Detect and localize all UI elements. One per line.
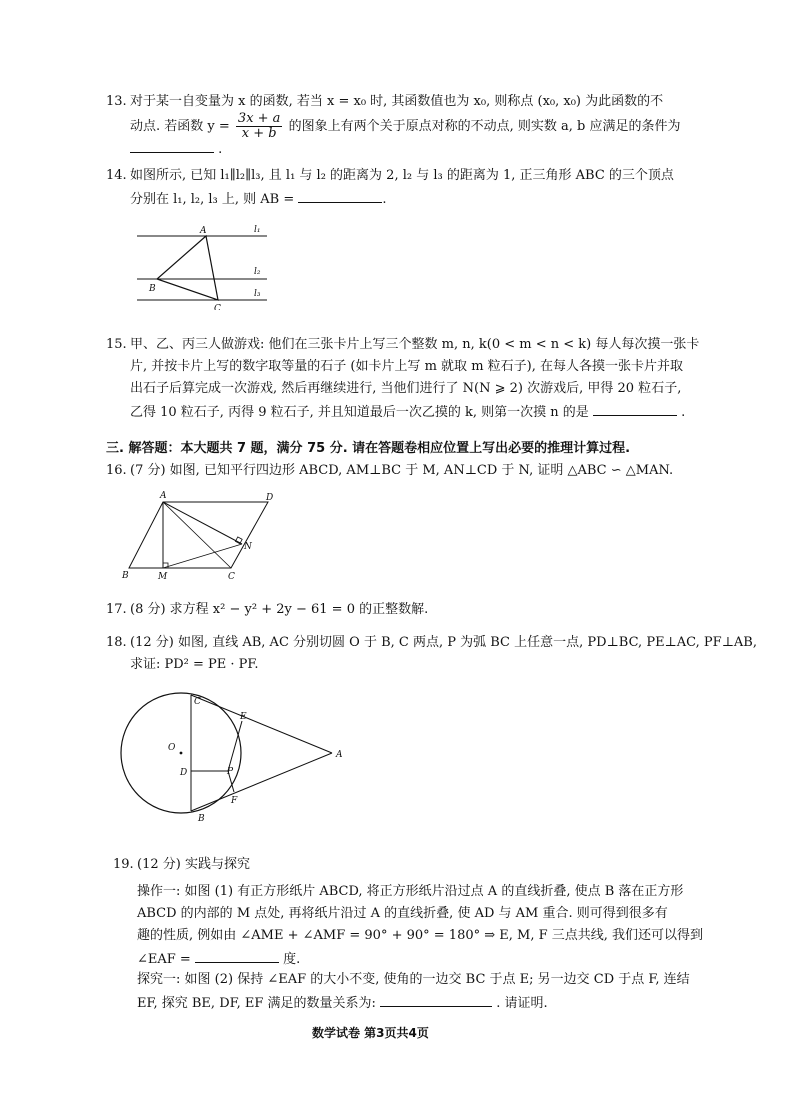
- q16-figure: [118, 488, 283, 584]
- q14-triangle-abc: [157, 236, 218, 300]
- q15-line4-pre: 乙得 10 粒石子, 丙得 9 粒石子, 并且知道最后一次乙摸的 k, 则第一次摸 n 的是: [130, 405, 589, 420]
- q14-line1: 如图所示, 已知 l₁∥l₂∥l₃, 且 l₁ 与 l₂ 的距离为 2, l₂ 与 l₃ 的距离为 1, 正三角形 ABC 的三个顶点: [130, 168, 674, 183]
- q18-line2: 求证: PD² = PE · PF.: [130, 657, 259, 672]
- q18-tangent-ac: [191, 695, 332, 753]
- q18-center-dot: [180, 752, 183, 755]
- q18-label-c: C: [194, 697, 201, 707]
- q18-tangent-ab: [191, 753, 332, 811]
- q18-number: 18.: [106, 635, 127, 650]
- q19-line1: 操作一: 如图 (1) 有正方形纸片 ABCD, 将正方形纸片沿过点 A 的直线折叠, 使点 B 落在正方形: [137, 884, 684, 899]
- q19-line4: [137, 950, 300, 968]
- q15-number: 15.: [106, 337, 127, 352]
- q13-line2-pre: 动点. 若函数 y =: [130, 119, 230, 134]
- q17-number: 17.: [106, 602, 127, 617]
- q16-parallelogram-abcd: [129, 502, 268, 568]
- page-footer: 数学试卷 第3页共4页: [312, 1026, 429, 1040]
- q13-number: 13.: [106, 94, 127, 109]
- q14-line2-pre: 分别在 l₁, l₂, l₃ 上, 则 AB =: [130, 192, 295, 207]
- q18-label-b: B: [198, 814, 205, 824]
- q18-label-e: E: [240, 712, 247, 722]
- q16-label-c: C: [228, 572, 235, 582]
- q15-line2: 片, 并按卡片上写的数字取等量的石子 (如卡片上写 m 就取 m 粒石子), 在每人各摸一张卡片并取: [130, 359, 683, 374]
- q14-number: 14.: [106, 168, 127, 183]
- q16-label-n: N: [244, 542, 252, 552]
- q16-label-a: A: [160, 491, 167, 501]
- q13-line1: 对于某一自变量为 x 的函数, 若当 x = x₀ 时, 其函数值也为 x₀, 则称点 (x₀, x₀) 为此函数的不: [130, 94, 664, 109]
- q15-line4: [130, 403, 685, 421]
- q16-label-d: D: [266, 493, 274, 503]
- q14-label-l1: l₁: [254, 225, 261, 235]
- q18-label-d: D: [180, 768, 188, 778]
- q19-line4-post: 度.: [283, 952, 301, 967]
- q18-label-p: P: [227, 767, 234, 777]
- q17-text: (8 分) 求方程 x² − y² + 2y − 61 = 0 的正整数解.: [130, 602, 429, 617]
- q13-line2: [130, 112, 680, 141]
- q14-label-l2: l₂: [254, 267, 261, 277]
- q13-line3-post: .: [218, 142, 223, 157]
- q16-segment-mn: [163, 544, 242, 568]
- q14-label-l3: l₃: [254, 289, 261, 299]
- q18-label-o: O: [168, 743, 176, 753]
- q15-answer-blank[interactable]: [593, 403, 677, 416]
- q19-line6-pre: EF, 探究 BE, DF, EF 满足的数量关系为:: [137, 996, 376, 1011]
- q16-label-m: M: [158, 572, 168, 582]
- q15-line4-post: .: [681, 405, 686, 420]
- q19-line2: ABCD 的内部的 M 点处, 再将纸片沿过 A 的直线折叠, 使 AD 与 AM 重合. 则可得到很多有: [137, 906, 668, 921]
- q13-fraction-denominator: x + b: [241, 126, 277, 141]
- q13-answer-blank[interactable]: [130, 140, 214, 153]
- q14-label-c: C: [214, 304, 221, 310]
- q14-line2-post: .: [382, 192, 387, 207]
- q14-line2: [130, 190, 387, 208]
- q15-line1: 甲、乙、丙三人做游戏: 他们在三张卡片上写三个整数 m, n, k(0 < m < n < k) 每人每次摸一张卡: [130, 337, 700, 352]
- q13-line3: [130, 140, 222, 158]
- q19-line6: [137, 994, 548, 1012]
- q18-label-a: A: [336, 750, 343, 760]
- q14-label-a: A: [200, 226, 207, 236]
- q14-answer-blank[interactable]: [298, 190, 382, 203]
- q16-segment-an: [163, 502, 242, 544]
- q19-title: (12 分) 实践与探究: [137, 857, 250, 872]
- q19-number: 19.: [113, 857, 134, 872]
- q19-line6-post: . 请证明.: [496, 996, 548, 1011]
- q16-label-b: B: [122, 571, 129, 581]
- q13-fraction: [236, 112, 283, 141]
- q19-angle-answer-blank[interactable]: [195, 950, 279, 963]
- q19-line3: 趣的性质, 例如由 ∠AME + ∠AMF = 90° + 90° = 180° ⇒ E, M, F 三点共线, 我们还可以得到: [137, 928, 704, 943]
- q14-label-b: B: [149, 284, 156, 294]
- q19-line5: 探究一: 如图 (2) 保持 ∠EAF 的大小不变, 使角的一边交 BC 于点 E; 另一边交 CD 于点 F, 连结: [137, 972, 690, 987]
- q16-text: (7 分) 如图, 已知平行四边形 ABCD, AM⊥BC 于 M, AN⊥CD 于 N, 证明 △ABC ∽ △MAN.: [130, 463, 674, 478]
- q13-line2-post: 的图象上有两个关于原点对称的不动点, 则实数 a, b 应满足的条件为: [288, 119, 681, 134]
- q15-line3: 出石子后算完成一次游戏, 然后再继续进行, 当他们进行了 N(N ⩾ 2) 次游戏后, 甲得 20 粒石子,: [130, 381, 682, 396]
- q19-relation-answer-blank[interactable]: [380, 994, 492, 1007]
- q16-segment-ac: [163, 502, 231, 568]
- q16-number: 16.: [106, 463, 127, 478]
- q14-figure: [132, 220, 272, 310]
- q18-label-f: F: [231, 796, 238, 806]
- section3-heading: 三. 解答题：本大题共 7 题，满分 75 分. 请在答题卷相应位置上写出必要的推理计算过程.: [106, 441, 631, 456]
- q18-line1: (12 分) 如图, 直线 AB, AC 分别切圆 O 于 B, C 两点, P 为弧 BC 上任意一点, PD⊥BC, PE⊥AC, PF⊥AB,: [130, 635, 757, 650]
- q18-figure: [112, 688, 352, 828]
- q13-fraction-numerator: 3x + a: [237, 111, 281, 126]
- q19-line4-pre: ∠EAF =: [137, 952, 191, 967]
